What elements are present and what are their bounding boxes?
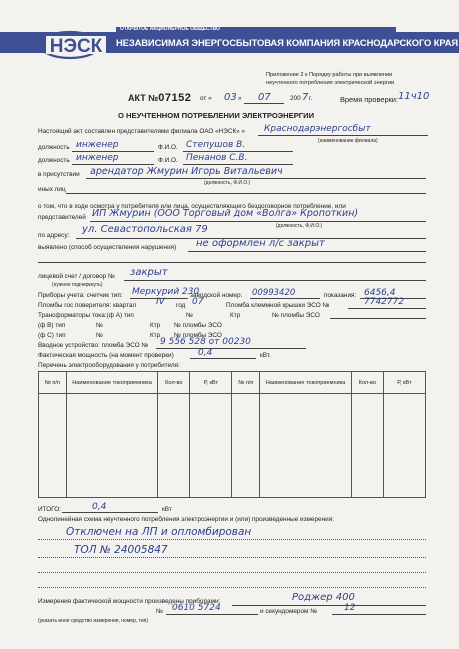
terminal-seal-line: [348, 308, 426, 309]
fio-1-label: Ф.И.О.: [158, 144, 178, 151]
compiled-label: Настоящий акт составлен представителями филиала ОАО «НЭСК» «: [38, 128, 246, 135]
act-year-suffix: г.: [309, 95, 313, 102]
equipment-table: [38, 371, 426, 498]
table-cell: [158, 394, 190, 498]
instrument-number-value: 0610 5724: [172, 603, 221, 613]
act-title: [128, 92, 191, 104]
branch-caption: (наименование филиала): [318, 138, 378, 144]
company-type-text: ОТКРЫТОЕ АКЦИОНЕРНОЕ ОБЩЕСТВО: [120, 26, 220, 32]
scheme-dotted-line-1: [38, 539, 426, 540]
representatives-value: ИП Жмурин (ООО Торговый дом «Волга» Кропоткин): [92, 208, 359, 219]
act-number: 07152: [158, 92, 192, 104]
power-label: Фактическая мощность (на момент проверки): [38, 352, 174, 359]
transformer-b-label: (ф В) тип: [38, 322, 66, 329]
fio-1-value: Степушов В.: [186, 140, 246, 150]
equipment-table-header: [39, 372, 426, 394]
check-time-label: Время проверки:: [340, 95, 398, 104]
col-header-power-right: Р, кВт: [383, 372, 425, 394]
measure-label: Измерения фактической мощности произведены приборами:: [38, 598, 221, 605]
act-year-prefix: 200: [290, 95, 301, 102]
act-date-close: »: [238, 95, 242, 102]
account-line: [124, 280, 426, 281]
branch-underline: [258, 135, 428, 136]
stopwatch-line: [332, 614, 426, 615]
seal-year: 07: [192, 297, 204, 307]
branch-value: Краснодарэнергосбыт: [264, 124, 371, 134]
instrument-number-label: №: [156, 608, 163, 615]
terminal-seal-value: 7742772: [364, 297, 405, 307]
transformer-a-eso-label: № пломбы ЭСО: [272, 312, 320, 319]
others-label: иных лиц: [38, 186, 66, 193]
power-value: 0,4: [198, 348, 213, 358]
transformer-a-ktr-label: Ктр: [230, 312, 241, 319]
total-value: 0,4: [92, 502, 107, 512]
table-cell: [351, 394, 383, 498]
representatives-label: представителей: [38, 214, 86, 221]
scheme-dotted-line-3: [38, 572, 426, 573]
reading-label: показания:: [324, 292, 357, 299]
account-value: закрыт: [130, 267, 168, 278]
violation-label: выявлено (способ осуществления нарушения): [38, 244, 177, 251]
transformer-c-label: (ф С) тип: [38, 332, 66, 339]
transformer-c-num-label: №: [96, 332, 103, 339]
scheme-line-1: Отключен на ЛП и опломбирован: [66, 526, 252, 538]
intro-device-value: 9 556 528 от 00230: [160, 337, 251, 347]
position-1-value: инженер: [76, 140, 119, 150]
power-line: [190, 358, 256, 359]
violation-value: не оформлен л/с закрыт: [196, 238, 325, 249]
nesk-logo: [40, 30, 118, 60]
total-unit: кВт: [162, 506, 172, 513]
col-header-power-left: Р, кВт: [190, 372, 232, 394]
act-year-hand: 7: [302, 92, 309, 103]
act-date-label: [200, 95, 212, 102]
act-date-from: от «: [200, 95, 212, 102]
transformer-label: Трансформаторы тока:(ф А) тип: [38, 312, 134, 319]
stopwatch-value: 12: [344, 603, 356, 613]
table-cell: [260, 394, 352, 498]
transformer-c-eso-label: № пломбы ЭСО: [174, 332, 222, 339]
others-line: [66, 193, 426, 194]
factory-number-line: [250, 298, 320, 299]
fio-2-line: [183, 164, 293, 165]
account-caption: (нужное подчеркнуть): [52, 282, 103, 288]
instrument-number-line: [166, 614, 258, 615]
document-heading: О НЕУЧТЕННОМ ПОТРЕБЛЕНИИ ЭЛЕКТРОЭНЕРГИИ: [118, 111, 315, 120]
col-header-qty-right: Кол-во: [351, 372, 383, 394]
account-label: лицевой счет / договор №: [38, 273, 115, 280]
col-header-no-left: № п/п: [39, 372, 67, 394]
check-time-value: 11ч10: [398, 91, 430, 102]
appendix-line-2: неучтенного потребления электрической энергии: [266, 80, 395, 86]
act-day: 03: [224, 92, 237, 103]
position-2-value: инженер: [76, 153, 119, 163]
table-cell: [190, 394, 232, 498]
col-header-name-left: Наименование токоприемника: [66, 372, 158, 394]
presence-caption: (должность, Ф.И.О.): [204, 180, 251, 186]
measure-line: [232, 605, 426, 606]
bleed-through-text: [120, 58, 121, 64]
seal-quarter: IV: [156, 297, 165, 307]
position-2-label: должность: [38, 157, 70, 164]
position-1-label: должность: [38, 144, 70, 151]
table-cell: [232, 394, 260, 498]
table-cell: [39, 394, 67, 498]
act-month: 07: [258, 92, 271, 103]
power-unit: кВт.: [260, 352, 271, 359]
stopwatch-label: и секундомером №: [260, 608, 318, 615]
col-header-name-right: Наименование токоприемника: [260, 372, 352, 394]
fio-2-label: Ф.И.О.: [158, 157, 178, 164]
transformer-a-line: [330, 318, 426, 319]
meter-type-value: Меркурий 230: [132, 287, 200, 297]
measure-caption: (указать иное средство измерения, номер, тип): [38, 618, 149, 624]
total-label: ИТОГО:: [38, 506, 62, 513]
meter-label: Приборы учета: счетчик тип:: [38, 292, 123, 299]
col-header-no-right: № п/п: [232, 372, 260, 394]
scheme-label: Однолинейная схема неучтенного потребления электроэнергии и (или) произведенные измерения:: [38, 516, 334, 523]
presence-line: [86, 178, 426, 179]
seal-year-label: год: [176, 302, 186, 309]
presence-value: арендатор Жмурин Игорь Витальевич: [90, 166, 283, 177]
terminal-seal-label: Пломба клеммной крышки ЭСО №: [226, 302, 330, 309]
month-underline: [244, 103, 284, 104]
total-line: [62, 512, 158, 513]
equipment-table-body: [39, 394, 426, 498]
fio-2-value: Пенанов С.В.: [186, 153, 248, 163]
table-cell: [66, 394, 158, 498]
address-value: ул. Севастопольская 79: [82, 224, 208, 235]
presence-label: в присутствии: [38, 171, 80, 178]
appendix-line-1: Приложение 2 к Порядку работы при выявлении: [266, 72, 393, 78]
address-label: по адресу:: [38, 232, 70, 239]
intro-device-label: Вводное устройство: пломба ЭСО №: [38, 342, 149, 349]
logo-text: НЭСК: [49, 36, 103, 57]
company-name: НЕЗАВИСИМАЯ ЭНЕРГОСБЫТОВАЯ КОМПАНИЯ КРАСНОДАРСКОГО КРАЯ: [116, 37, 459, 48]
fio-1-line: [183, 151, 293, 152]
transformer-c-ktr-label: Ктр: [150, 332, 161, 339]
col-header-qty-left: Кол-во: [158, 372, 190, 394]
transformer-b-ktr-label: Ктр: [150, 322, 161, 329]
table-cell: [383, 394, 425, 498]
factory-number-value: 00993420: [252, 288, 296, 298]
violation-line-2: [38, 262, 426, 263]
representatives-caption: (должность, Ф.И.О.): [276, 223, 323, 229]
transformer-b-num-label: №: [96, 322, 103, 329]
position-2-line: [72, 164, 154, 165]
act-number-prefix: АКТ №: [128, 93, 159, 103]
scheme-line-2: ТОЛ № 24005847: [74, 544, 168, 556]
violation-line: [188, 251, 426, 252]
measure-value: Роджер 400: [292, 592, 355, 603]
seal-label: Пломбы гос поверителя: квартал: [38, 302, 137, 309]
factory-number-label: заводской номер:: [190, 292, 243, 299]
intro-device-line: [156, 348, 306, 349]
body-text-1: о том, что в ходе осмотра у потребителя или лица, осуществляющего бездоговорное потребление, или: [38, 203, 346, 210]
representatives-line: [90, 221, 426, 222]
transformer-a-num-label: №: [186, 312, 193, 319]
transformer-b-eso-label: № пломбы ЭСО: [174, 322, 222, 329]
scheme-dotted-line-2: [38, 557, 426, 558]
reading-value: 6456,4: [364, 288, 396, 298]
position-1-line: [72, 151, 154, 152]
equipment-list-label: Перечень электрооборудования у потребителя:: [38, 362, 180, 369]
scheme-dotted-line-4: [38, 587, 426, 588]
